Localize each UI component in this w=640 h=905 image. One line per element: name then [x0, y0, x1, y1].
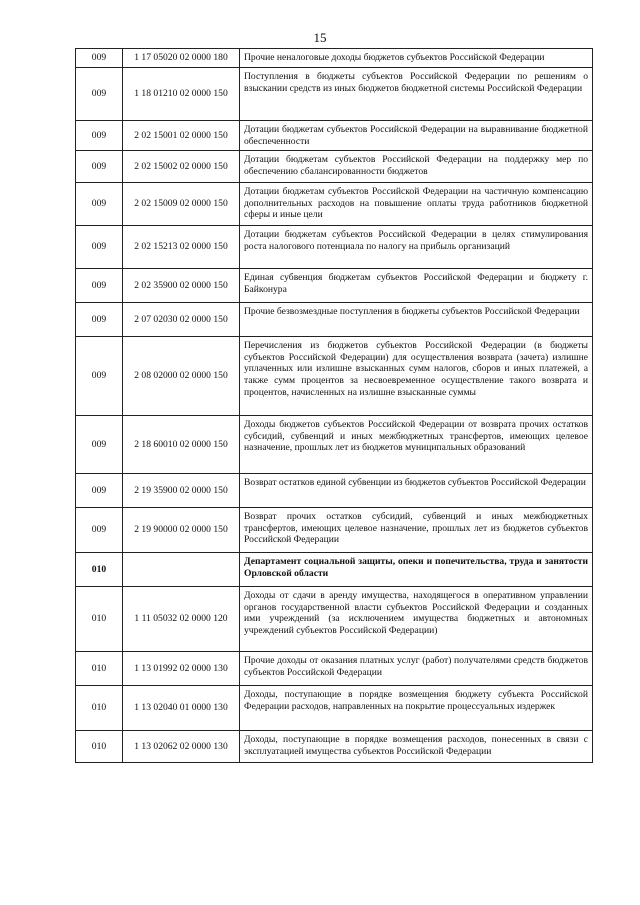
table-row — [76, 416, 593, 474]
revenue-name-cell: Возврат остатков единой субвенции из бюджетов субъектов Российской Федерации — [240, 474, 593, 508]
admin-code-cell: 009 — [76, 508, 123, 553]
budget-code-cell: 2 08 02000 02 0000 150 — [123, 337, 240, 416]
admin-code-cell: 009 — [76, 183, 123, 226]
revenue-name-cell: Прочие безвозмездные поступления в бюджеты субъектов Российской Федерации — [240, 303, 593, 337]
budget-code-cell: 1 17 05020 02 0000 180 — [123, 49, 240, 68]
revenue-name-cell: Дотации бюджетам субъектов Российской Федерации на выравнивание бюджетной обеспеченности — [240, 121, 593, 151]
table-row — [76, 183, 593, 226]
admin-code-cell: 009 — [76, 226, 123, 269]
revenue-name-cell: Доходы, поступающие в порядке возмещения бюджету субъекта Российской Федерации расходов, направленных на покрытие процессуальных издержек — [240, 686, 593, 731]
admin-code-cell: 009 — [76, 49, 123, 68]
table-row — [76, 226, 593, 269]
budget-code-cell: 2 02 15213 02 0000 150 — [123, 226, 240, 269]
admin-code-cell: 009 — [76, 269, 123, 303]
budget-code-cell: 2 18 60010 02 0000 150 — [123, 416, 240, 474]
table-row — [76, 303, 593, 337]
admin-code-cell: 009 — [76, 68, 123, 121]
admin-code-cell: 009 — [76, 121, 123, 151]
table-row — [76, 686, 593, 731]
admin-code-cell: 010 — [76, 731, 123, 763]
budget-code-cell: 2 02 15002 02 0000 150 — [123, 151, 240, 183]
budget-code-cell: 2 19 90000 02 0000 150 — [123, 508, 240, 553]
admin-code-cell: 009 — [76, 303, 123, 337]
revenue-name-cell: Доходы от сдачи в аренду имущества, находящегося в оперативном управлении органов государственной власти субъектов Российской Федерации и созданных ими учреждений (за исключением имущества бюджетных и автономных учреждений субъектов Российской Федерации) — [240, 587, 593, 652]
page-number: 15 — [313, 30, 327, 45]
admin-code-cell: 010 — [76, 553, 123, 587]
table-row — [76, 269, 593, 303]
budget-code-cell: 1 13 02062 02 0000 130 — [123, 731, 240, 763]
revenue-name-cell: Доходы, поступающие в порядке возмещения расходов, понесенных в связи с эксплуатацией имущества субъектов Российской Федерации — [240, 731, 593, 763]
budget-code-cell: 1 11 05032 02 0000 120 — [123, 587, 240, 652]
table-row — [76, 121, 593, 151]
revenue-name-cell: Доходы бюджетов субъектов Российской Федерации от возврата прочих остатков субсидий, субвенций и иных межбюджетных трансфертов, имеющих целевое назначение, прошлых лет из бюджетов муниципальных образований — [240, 416, 593, 474]
admin-code-cell: 009 — [76, 474, 123, 508]
admin-code-cell: 010 — [76, 652, 123, 686]
table-row — [76, 652, 593, 686]
revenue-name-cell: Дотации бюджетам субъектов Российской Федерации в целях стимулирования роста налогового потенциала по налогу на прибыль организаций — [240, 226, 593, 269]
revenue-name-cell: Прочие доходы от оказания платных услуг (работ) получателями средств бюджетов субъектов Российской Федерации — [240, 652, 593, 686]
table-row — [76, 587, 593, 652]
admin-code-cell: 010 — [76, 587, 123, 652]
revenue-name-cell: Возврат прочих остатков субсидий, субвенций и иных межбюджетных трансфертов, имеющих целевое назначение, прошлых лет из бюджетов субъектов Российской Федерации — [240, 508, 593, 553]
table-row — [76, 151, 593, 183]
budget-code-cell: 1 18 01210 02 0000 150 — [123, 68, 240, 121]
budget-code-cell — [123, 553, 240, 587]
table-row — [76, 337, 593, 416]
table-body — [76, 49, 593, 763]
admin-code-cell: 009 — [76, 416, 123, 474]
revenue-name-cell: Единая субвенция бюджетам субъектов Российской Федерации и бюджету г. Байконура — [240, 269, 593, 303]
budget-code-cell: 2 19 35900 02 0000 150 — [123, 474, 240, 508]
budget-code-cell: 2 02 15001 02 0000 150 — [123, 121, 240, 151]
budget-code-cell: 1 13 01992 02 0000 130 — [123, 652, 240, 686]
admin-code-cell: 009 — [76, 151, 123, 183]
admin-code-cell: 010 — [76, 686, 123, 731]
budget-code-cell: 1 13 02040 01 0000 130 — [123, 686, 240, 731]
revenue-name-cell: Дотации бюджетам субъектов Российской Федерации на поддержку мер по обеспечению сбалансированности бюджетов — [240, 151, 593, 183]
budget-code-cell: 2 07 02030 02 0000 150 — [123, 303, 240, 337]
table-row — [76, 508, 593, 553]
table-row — [76, 68, 593, 121]
table-row — [76, 474, 593, 508]
revenue-name-cell: Поступления в бюджеты субъектов Российской Федерации по решениям о взыскании средств из иных бюджетов бюджетной системы Российской Федерации — [240, 68, 593, 121]
table-row — [76, 731, 593, 763]
revenue-name-cell: Перечисления из бюджетов субъектов Российской Федерации (в бюджеты субъектов Российской Федерации) для осуществления возврата (зачета) излишне уплаченных или излишне взысканных сумм налогов, сборов и иных платежей, а также сумм процентов за несвоевременное осуществление такого возврата и процентов, начисленных на излишне взысканные суммы — [240, 337, 593, 416]
budget-code-cell: 2 02 15009 02 0000 150 — [123, 183, 240, 226]
revenue-name-cell: Прочие неналоговые доходы бюджетов субъектов Российской Федерации — [240, 49, 593, 68]
budget-code-cell: 2 02 35900 02 0000 150 — [123, 269, 240, 303]
revenue-name-cell: Дотации бюджетам субъектов Российской Федерации на частичную компенсацию дополнительных расходов на повышение оплаты труда работников бюджетной сферы и иные цели — [240, 183, 593, 226]
revenue-codes-table — [75, 48, 593, 763]
table-row — [76, 49, 593, 68]
revenue-name-cell: Департамент социальной защиты, опеки и попечительства, труда и занятости Орловской области — [240, 553, 593, 587]
admin-code-cell: 009 — [76, 337, 123, 416]
table-row — [76, 553, 593, 587]
